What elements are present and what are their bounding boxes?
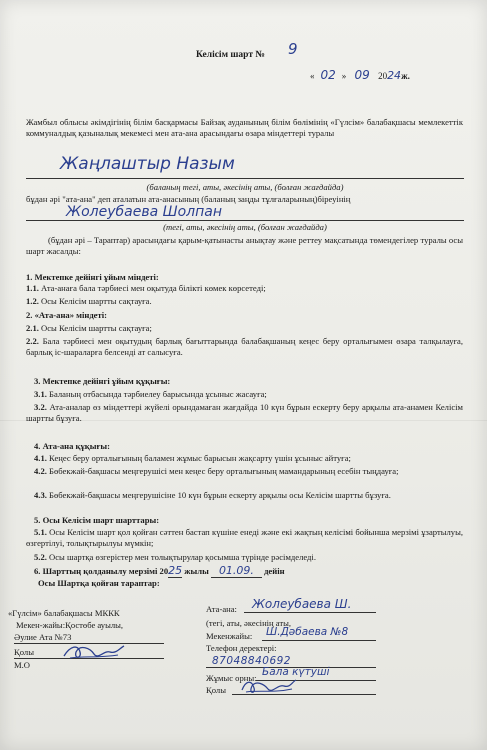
right-address-label: Мекенжайы: — [206, 631, 253, 641]
clause-2-1 — [26, 323, 152, 334]
parties-paragraph: (бұдан әрі – Тараптар) арасындағы қарым-қатынасты анықтау және реттеу мақсатында төмендегілер туралы осы шарт жасалды: — [26, 235, 463, 256]
date-year-suffix: 24 — [387, 69, 402, 82]
left-street: Әулие Ата №73 — [14, 632, 72, 642]
clause-4-2 — [26, 466, 463, 477]
clause-4-1 — [34, 453, 351, 464]
left-signature — [60, 640, 126, 664]
clause-4-2-text: Бөбекжай-бақшасы меңгерушісі мен кеңес беру орталығының мамандарының есебін тыңдауға; — [46, 466, 399, 476]
section-1-title: 1. Мектепке дейінгі ұйым міндеті: — [26, 272, 159, 282]
clause-4-1-number: 4.1. — [34, 453, 47, 463]
term-date: 01.09. — [211, 564, 262, 578]
title-text: Келісім шарт № — [196, 50, 265, 60]
section-6-line — [34, 565, 285, 577]
clause-2-2-number: 2.2. — [26, 336, 39, 346]
clause-1-2-text: Осы Келісім шартты сақтауға. — [38, 296, 152, 306]
right-address-line — [262, 640, 376, 641]
child-caption: (баланың тегі, аты, әкесінің аты, (болған жағдайда) — [146, 182, 344, 192]
clause-4-2-number: 4.2. — [34, 466, 47, 476]
child-name-line — [26, 178, 464, 179]
clause-4-3-number: 4.3. — [34, 490, 47, 500]
intro-paragraph: Жамбыл облысы әкімдігінің білім басқармасы Байзақ ауданының білім бөлімінің «Гүлсім» балабақшасы мемлекеттік коммуналдық қазыналық мекемесі мен ата-ана арасындағы өзара міндеттері туралы — [26, 117, 463, 138]
clause-2-2-text: Бала тәрбиесі мен оқытудың барлық бағыттарында балабақшаның кеңес беру орталығымен өзара талқылауға, барлық іс-шараларға белсенді ат салысуға. — [26, 336, 463, 357]
right-signature — [238, 676, 298, 698]
clause-1-2-number: 1.2. — [26, 296, 39, 306]
left-org: «Гүлсім» балабақшасы МККК — [8, 608, 120, 618]
document-title — [196, 50, 265, 61]
term-mid: жылы — [182, 566, 211, 576]
clause-5-1-number: 5.1. — [34, 527, 47, 537]
clause-3-1-number: 3.1. — [34, 389, 47, 399]
signed-title: Осы Шартқа қойған тараптар: — [38, 578, 160, 588]
right-parent-line — [244, 612, 376, 613]
right-parent-value: Жолеубаева Ш. — [252, 597, 352, 611]
clause-4-1-text: Кеңес беру орталығының баламен жұмыс барысын жақсарту үшін ұсыныс айтуға; — [46, 453, 351, 463]
clause-5-2-text: Осы шартқа өзгерістер мен толықтырулар қосымша түрінде рәсімделеді. — [46, 552, 316, 562]
clause-2-1-text: Осы Келісім шартты сақтауға; — [38, 323, 152, 333]
clause-1-2 — [26, 296, 152, 307]
term-suffix: дейін — [261, 566, 285, 576]
right-phone-label: Телефон деректері: — [206, 643, 277, 653]
parent-caption: (тегі, аты, әкесінің аты, (болған жағдайда) — [163, 222, 327, 232]
clause-3-1 — [34, 389, 267, 400]
date-month: 09 — [354, 68, 370, 82]
right-sign-label: Қолы — [206, 685, 226, 695]
clause-5-2 — [34, 552, 316, 563]
child-name: Жаңлаштыр Назым — [60, 154, 235, 174]
right-parent-label: Ата-ана: — [206, 604, 237, 614]
clause-3-2-number: 3.2. — [34, 402, 47, 412]
contract-number: 9 — [288, 40, 298, 58]
section-3-title: 3. Мектепке дейінгі ұйым құқығы: — [34, 376, 171, 386]
clause-5-1-text: Осы Келісім шарт қол қойған сәттен бастап күшіне енеді және екі жақтың келісімі бойынша мерзімі ұзартылуы, өзгертілуі, толықтырылуы мүмкін; — [26, 527, 463, 548]
parent-name-line — [26, 220, 464, 221]
date-year-prefix: 20 — [378, 71, 388, 81]
parent-intro: бұдан әрі "ата-ана" деп аталатын ата-анасының (баланың заңды тұлғаларының)біреуінің — [26, 194, 351, 204]
right-work-value: Бала күтуші — [262, 666, 330, 678]
right-phone-value: 87048840692 — [212, 655, 291, 667]
clause-1-1 — [26, 283, 266, 294]
section-2-title: 2. «Ата-ана» міндеті: — [26, 310, 107, 320]
clause-2-1-number: 2.1. — [26, 323, 39, 333]
parent-name: Жолеубаева Шолпан — [66, 204, 222, 220]
right-address-value: Ш.Дәбаева №8 — [266, 626, 349, 638]
paper-fold — [0, 420, 487, 421]
clause-2-2 — [26, 336, 463, 358]
clause-4-3 — [26, 490, 463, 501]
clause-3-2-text: Ата-аналар өз міндеттері жүйелі орындамаған жағдайда 10 күн бұрын ескерту беру арқылы ата-анамен Келісім шартты бұзуға. — [26, 402, 463, 423]
left-address: Мекен-жайы:Қостөбе ауылы, — [16, 620, 124, 630]
clause-5-2-number: 5.2. — [34, 552, 47, 562]
section-4-title: 4. Ата-ана құқығы: — [34, 441, 110, 451]
term-year: 25 — [168, 564, 183, 577]
date-suffix: ж. — [401, 71, 410, 81]
section-5-title: 5. Осы Келісім шарт шарттары: — [34, 515, 160, 525]
clause-1-1-text: Ата-анаға бала тәрбиесі мен оқытуда білікті көмек көрсетеді; — [38, 283, 266, 293]
clause-4-3-text: Бөбекжай-бақшасы меңгерушісіне 10 күн бұрын ескерту арқылы осы Келісім шартты бұзуға. — [46, 490, 391, 500]
date-line: « 02 » 09 2024ж. — [310, 68, 410, 82]
clause-3-1-text: Баланың отбасында тәрбиелеу барысында ұсыныс жасауға; — [46, 389, 267, 399]
term-prefix: 6. Шарттың қолданылу мерзімі 20 — [34, 566, 169, 576]
left-mo: М.О — [14, 660, 30, 670]
right-caption: (тегі, аты, әкесінің аты, — [206, 618, 292, 628]
left-sign-label: Қолы — [14, 647, 34, 657]
date-day: 02 — [320, 68, 336, 82]
right-work-label: Жұмыс орны: — [206, 673, 257, 683]
clause-1-1-number: 1.1. — [26, 283, 39, 293]
clause-5-1 — [26, 527, 463, 549]
